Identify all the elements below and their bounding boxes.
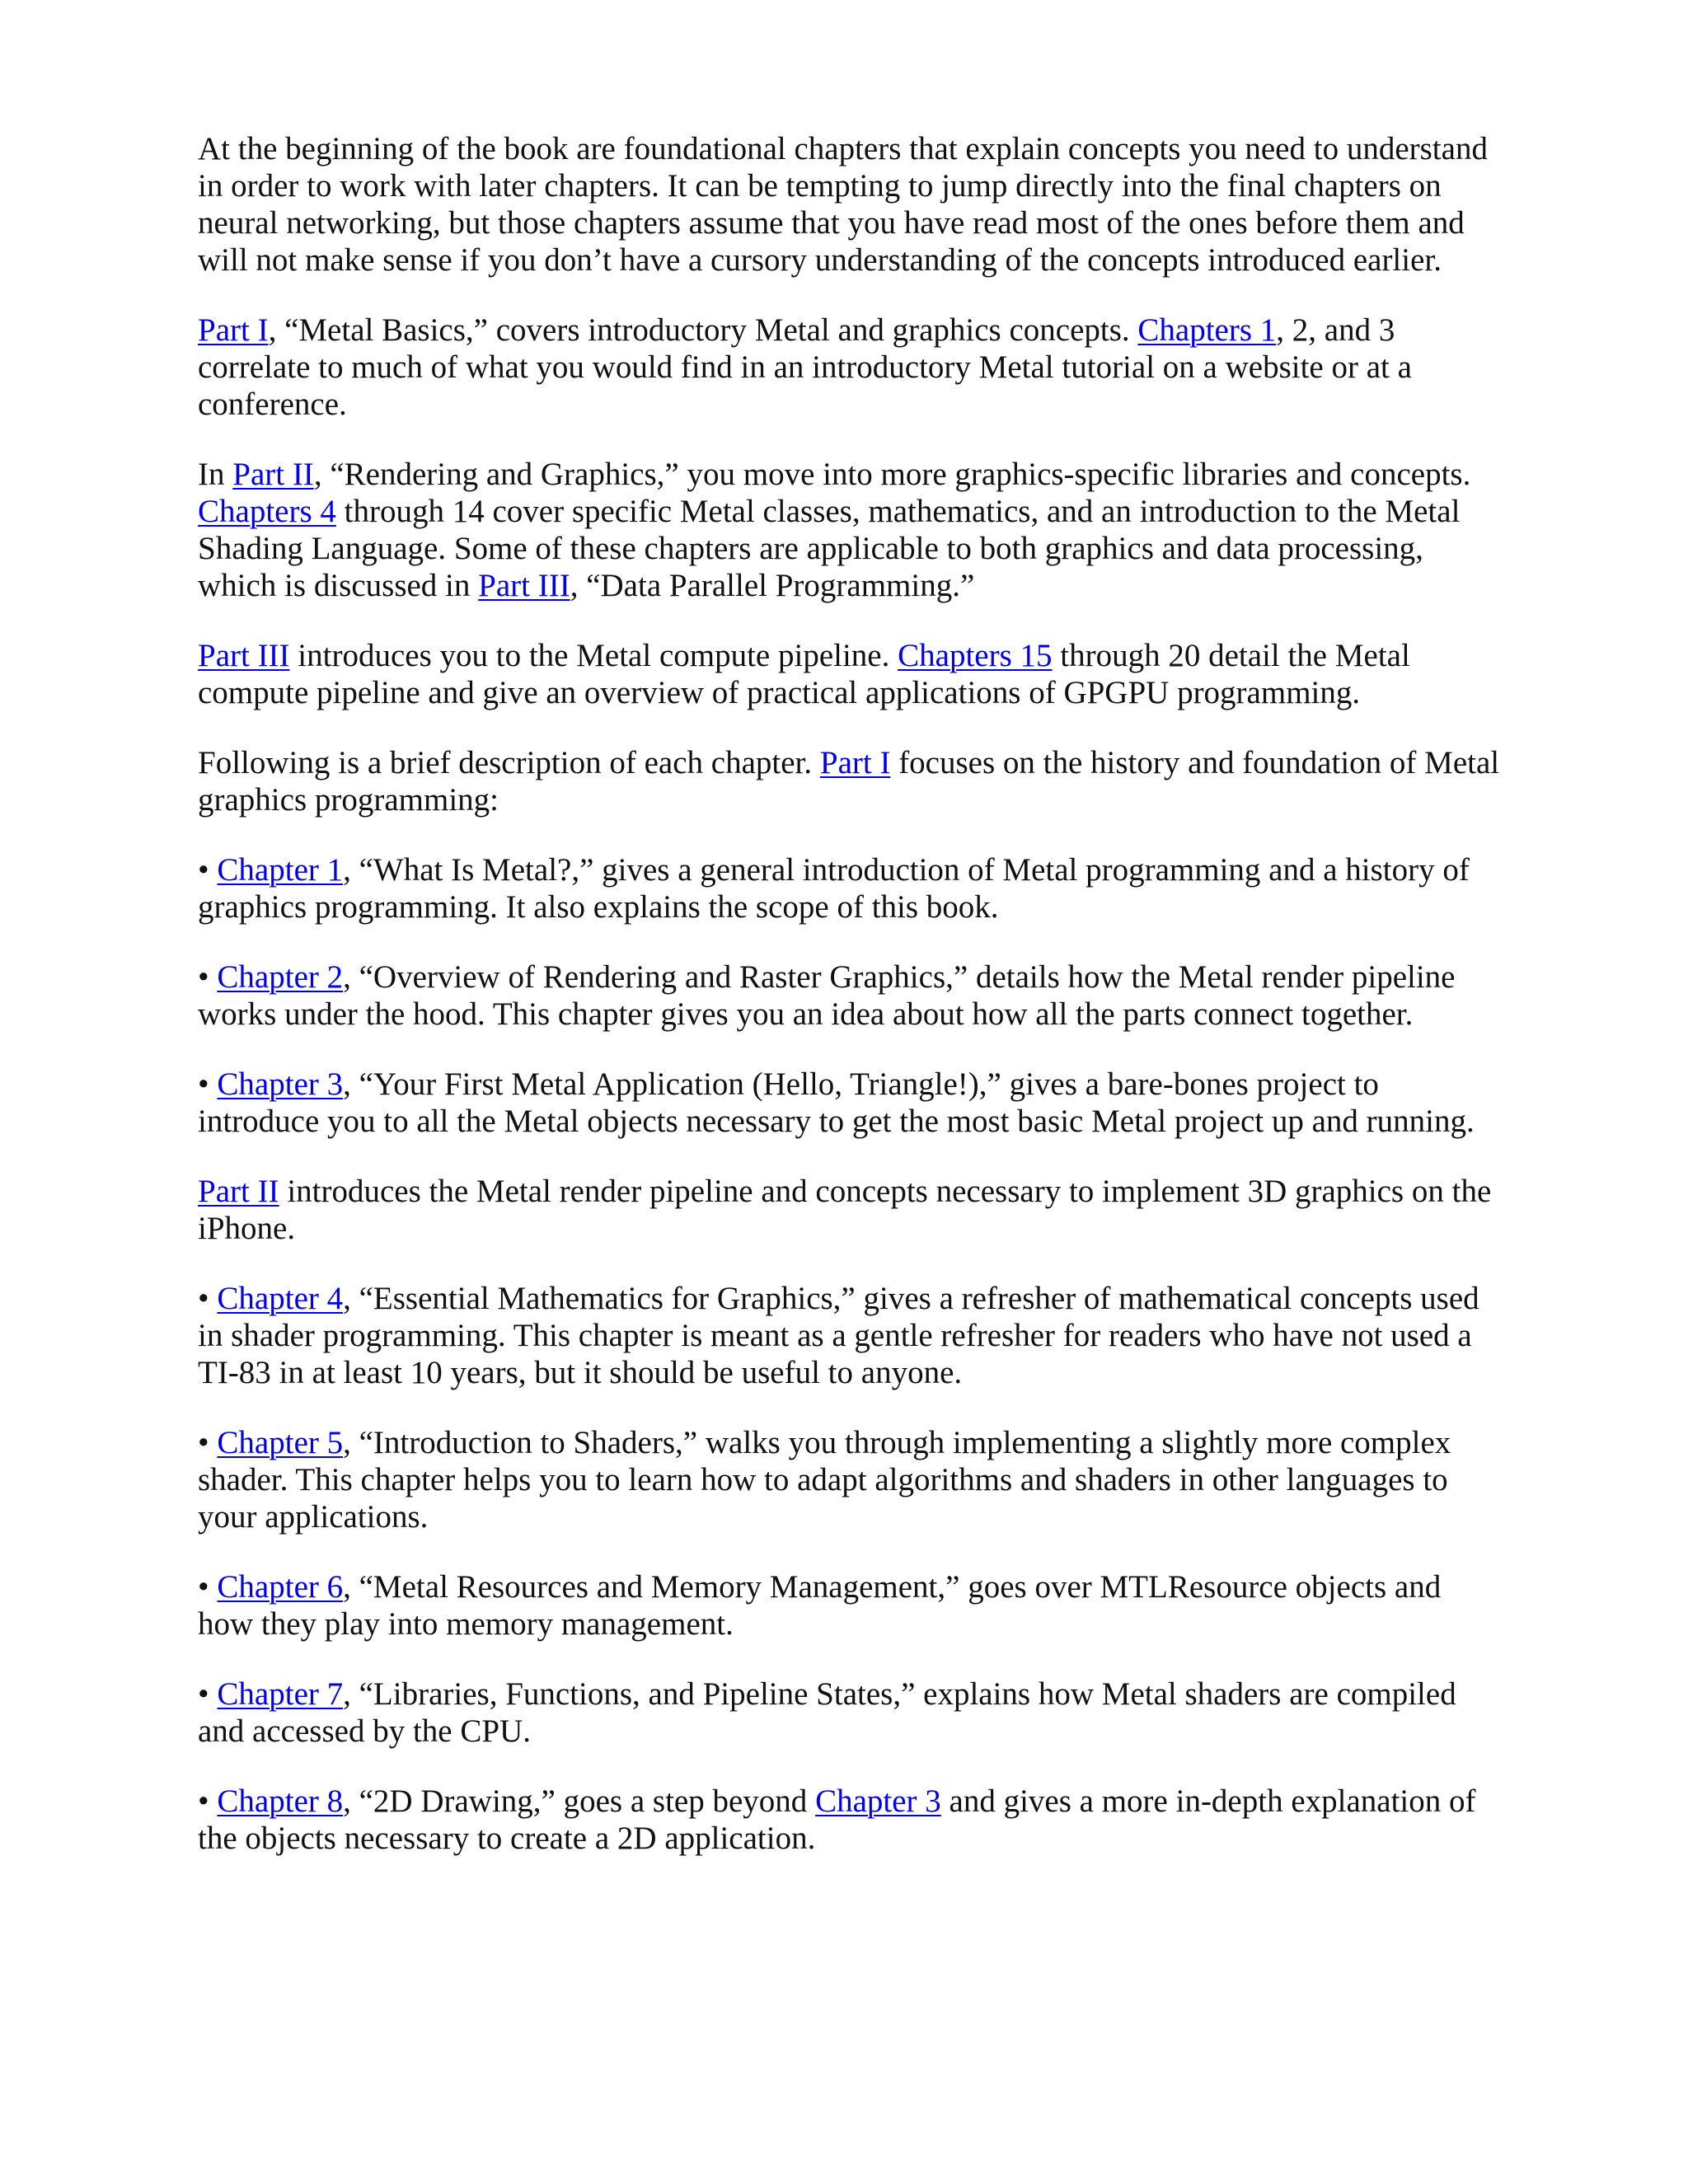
paragraph-text: and gives a more in-depth explanation of the objects necessary to create a 2D application. xyxy=(198,1783,1476,1856)
paragraph-text: • xyxy=(198,1281,218,1316)
paragraph-text: , “Metal Basics,” covers introductory Metal and graphics concepts. xyxy=(268,312,1138,348)
paragraph-text: introduces the Metal render pipeline and concepts necessary to implement 3D graphics on the iPhone. xyxy=(198,1174,1492,1246)
paragraph-part-2-overview xyxy=(198,456,1500,604)
link-part-ii[interactable]: Part II xyxy=(232,457,314,492)
paragraph-text: At the beginning of the book are foundational chapters that explain concepts you need to understand in order to work with later chapters. It can be tempting to jump directly into the final chapters on neural networking, but those chapters assume that you have read most of the ones before them and will not make sense if you don’t have a cursory understanding of the concepts introduced earlier. xyxy=(198,131,1488,278)
paragraph-part-2-intro xyxy=(198,1173,1500,1247)
link-part-i[interactable]: Part I xyxy=(198,312,269,348)
paragraph-chapter-2 xyxy=(198,958,1500,1033)
paragraph-chapter-5 xyxy=(198,1424,1500,1535)
link-chapter-2[interactable]: Chapter 2 xyxy=(217,959,344,995)
paragraph-text: introduces you to the Metal compute pipeline. xyxy=(289,638,898,673)
paragraph-part-3-overview xyxy=(198,637,1500,711)
paragraph-chapter-1 xyxy=(198,851,1500,926)
paragraph-chapter-list-intro xyxy=(198,744,1500,818)
paragraph-chapter-6 xyxy=(198,1568,1500,1643)
link-chapter-8[interactable]: Chapter 8 xyxy=(217,1783,344,1819)
link-part-iii[interactable]: Part III xyxy=(478,568,570,603)
paragraph-chapter-3 xyxy=(198,1066,1500,1140)
link-chapters-1[interactable]: Chapters 1 xyxy=(1137,312,1277,348)
link-chapter-3[interactable]: Chapter 3 xyxy=(217,1066,344,1102)
paragraph-text: • xyxy=(198,1783,218,1819)
link-chapter-4[interactable]: Chapter 4 xyxy=(217,1281,344,1316)
paragraph-part-1-overview xyxy=(198,312,1500,423)
link-chapter-1[interactable]: Chapter 1 xyxy=(217,852,344,888)
link-chapter-3[interactable]: Chapter 3 xyxy=(815,1783,941,1819)
link-chapters-4[interactable]: Chapters 4 xyxy=(198,494,336,529)
document-body xyxy=(198,130,1500,1857)
link-part-ii[interactable]: Part II xyxy=(198,1174,279,1209)
paragraph-text: , “Libraries, Functions, and Pipeline States,” explains how Metal shaders are compiled and accessed by the CPU. xyxy=(198,1676,1456,1749)
paragraph-text: through 20 detail the Metal compute pipeline and give an overview of practical applications of GPGPU programming. xyxy=(198,638,1410,710)
document-page xyxy=(198,130,1500,1890)
link-part-i[interactable]: Part I xyxy=(819,745,891,780)
paragraph-chapter-4 xyxy=(198,1280,1500,1391)
paragraph-text: , “2D Drawing,” goes a step beyond xyxy=(343,1783,816,1819)
link-chapter-7[interactable]: Chapter 7 xyxy=(217,1676,344,1712)
paragraph-text: through 14 cover specific Metal classes, mathematics, and an introduction to the Metal Shading Language. Some of these chapters are applicable to both graphics and data processing, which is discussed in xyxy=(198,494,1461,603)
paragraph-text: , “Introduction to Shaders,” walks you through implementing a slightly more complex shader. This chapter helps you to learn how to adapt algorithms and shaders in other languages to your applications. xyxy=(198,1425,1451,1535)
link-chapter-5[interactable]: Chapter 5 xyxy=(217,1425,344,1460)
paragraph-text: • xyxy=(198,1676,218,1712)
paragraph-text: , “Metal Resources and Memory Management,” goes over MTLResource objects and how they play into memory management. xyxy=(198,1569,1442,1642)
paragraph-text: • xyxy=(198,1569,218,1605)
paragraph-text: , “Rendering and Graphics,” you move into more graphics-specific libraries and concepts. xyxy=(313,457,1471,492)
paragraph-text: • xyxy=(198,959,218,995)
paragraph-intro xyxy=(198,130,1500,279)
paragraph-text: , 2, and 3 correlate to much of what you would find in an introductory Metal tutorial on a website or at a conference. xyxy=(198,312,1412,422)
paragraph-text: • xyxy=(198,1425,218,1460)
paragraph-chapter-8 xyxy=(198,1783,1500,1857)
link-chapters-15[interactable]: Chapters 15 xyxy=(898,638,1053,673)
paragraph-text: , “Overview of Rendering and Raster Graphics,” details how the Metal render pipeline works under the hood. This chapter gives you an idea about how all the parts connect together. xyxy=(198,959,1456,1032)
paragraph-text: , “What Is Metal?,” gives a general introduction of Metal programming and a history of graphics programming. It also explains the scope of this book. xyxy=(198,852,1470,925)
paragraph-chapter-7 xyxy=(198,1675,1500,1750)
paragraph-text: focuses on the history and foundation of Metal graphics programming: xyxy=(198,745,1500,818)
paragraph-text: Following is a brief description of each chapter. xyxy=(198,745,820,780)
link-chapter-6[interactable]: Chapter 6 xyxy=(217,1569,344,1605)
paragraph-text: In xyxy=(198,457,233,492)
paragraph-text: , “Essential Mathematics for Graphics,” gives a refresher of mathematical concepts used in shader programming. This chapter is meant as a gentle refresher for readers who have not used a TI-83 in at least 10 years, but it should be useful to anyone. xyxy=(198,1281,1479,1390)
paragraph-text: , “Your First Metal Application (Hello, Triangle!),” gives a bare-bones project to introduce you to all the Metal objects necessary to get the most basic Metal project up and running. xyxy=(198,1066,1475,1139)
paragraph-text: , “Data Parallel Programming.” xyxy=(570,568,975,603)
paragraph-text: • xyxy=(198,1066,218,1102)
paragraph-text: • xyxy=(198,852,218,888)
link-part-iii[interactable]: Part III xyxy=(198,638,290,673)
